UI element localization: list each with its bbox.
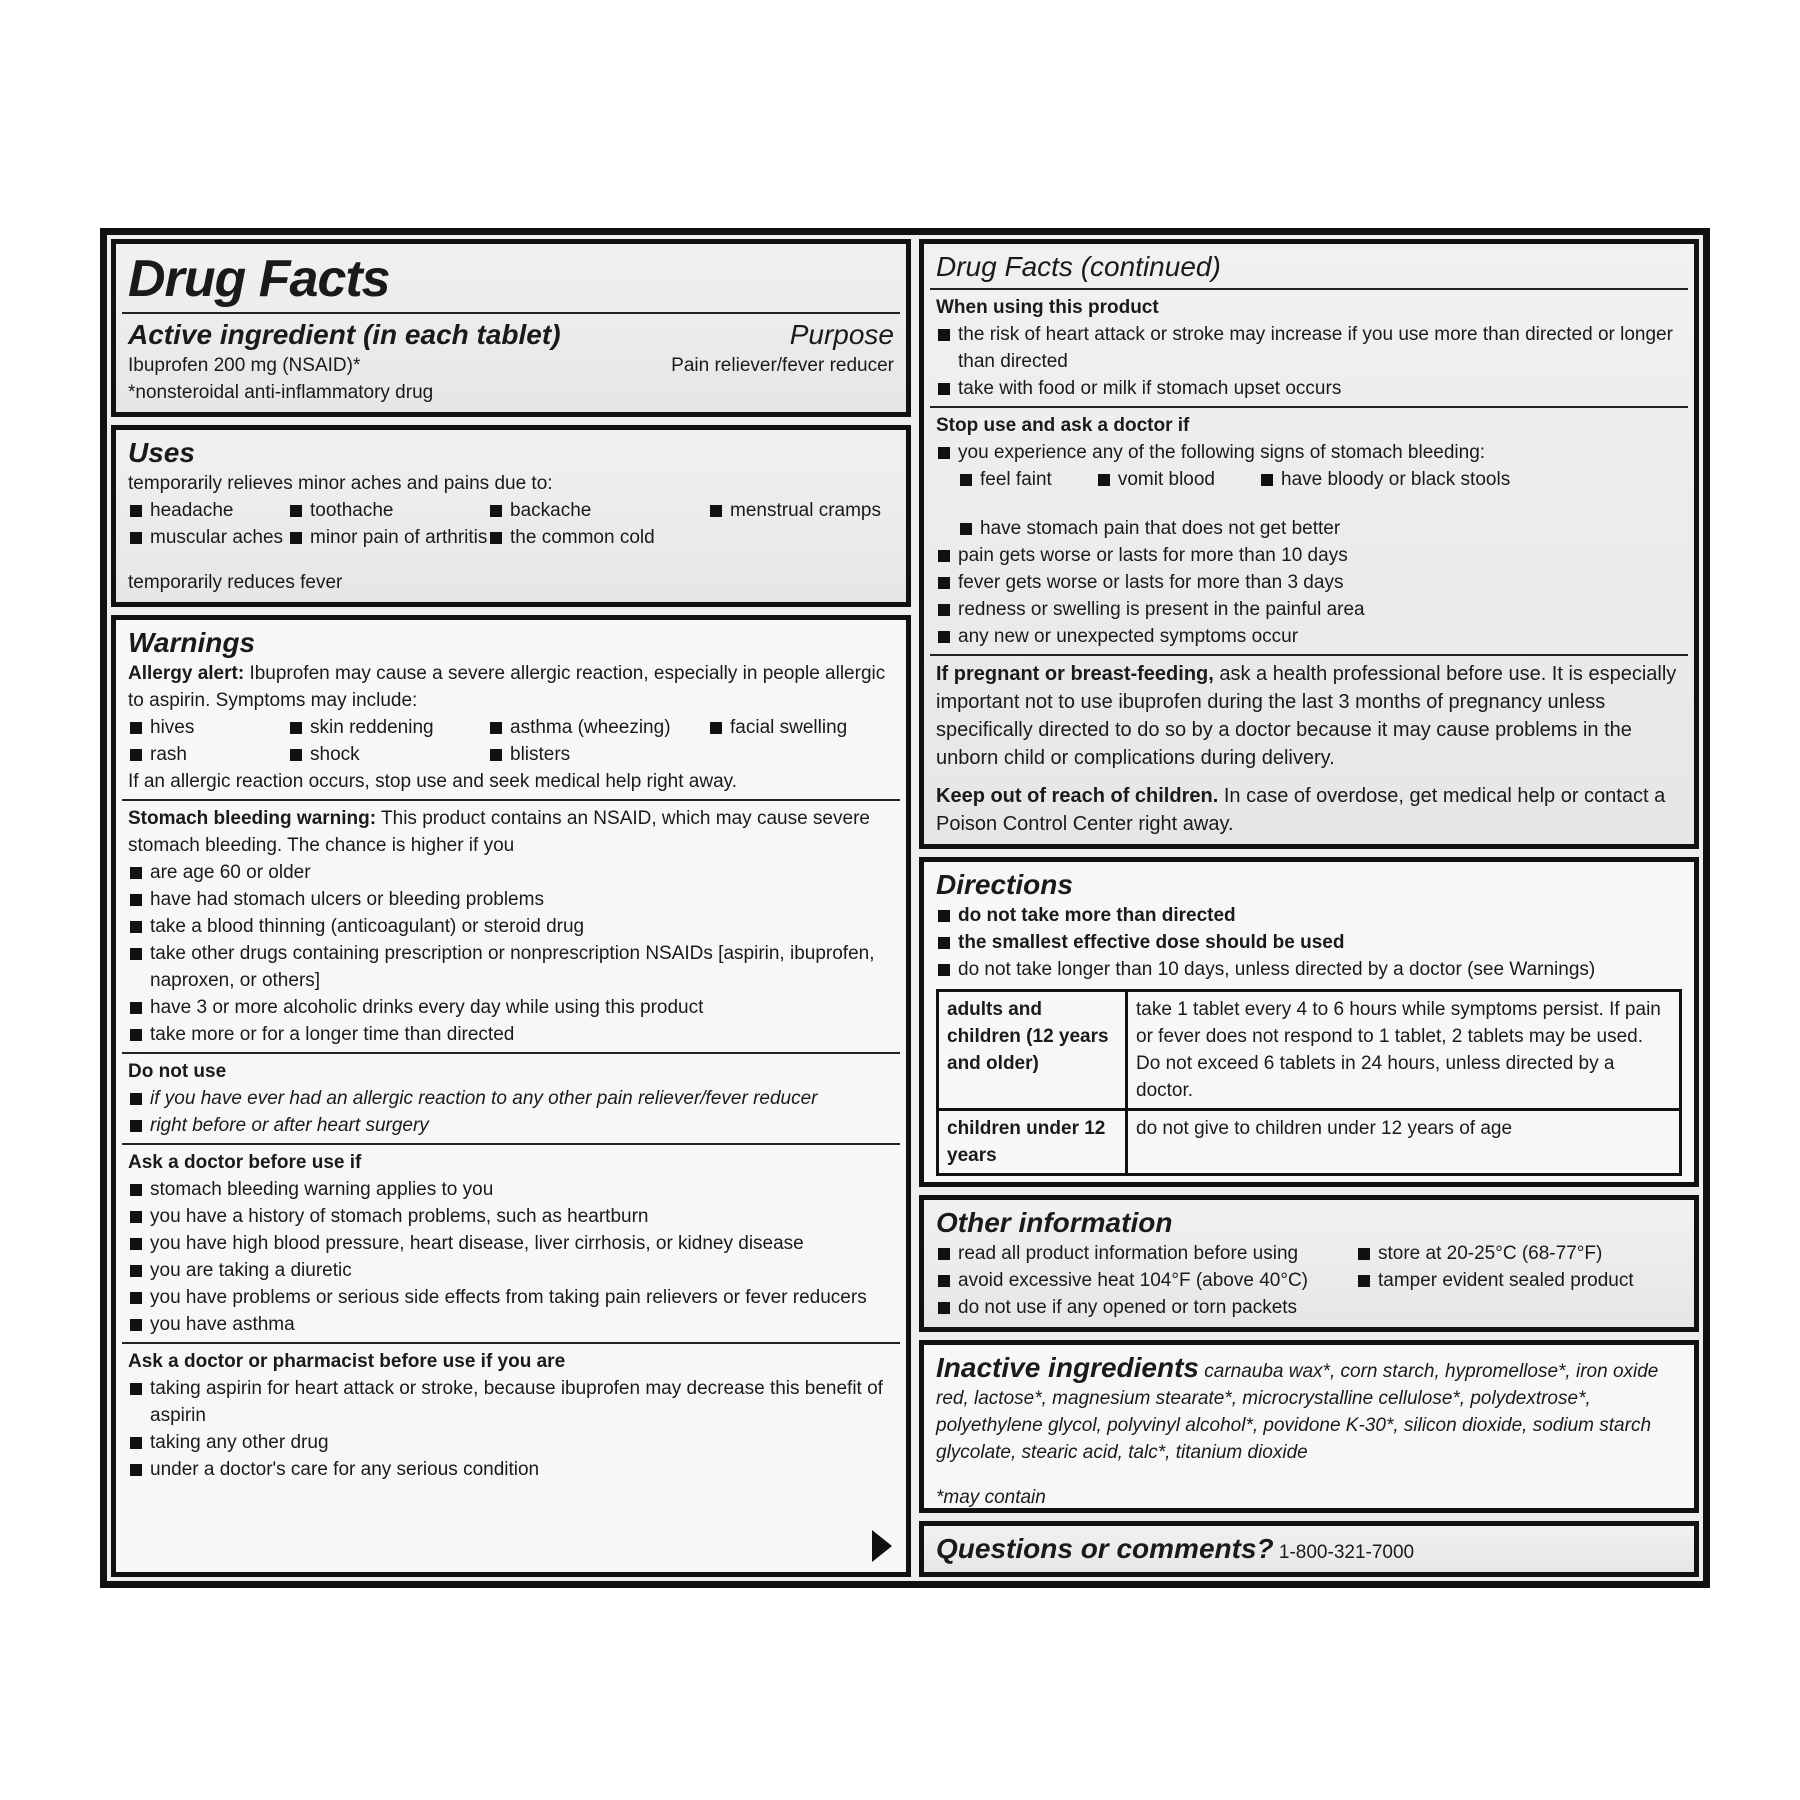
inactive-ingredients-panel [919,1340,1699,1513]
ask-doctor-item: you have asthma [128,1311,894,1338]
uses-item: menstrual cramps [708,497,894,524]
divider [122,312,900,314]
divider [122,1143,900,1145]
dosage-who: adults and children (12 years and older) [938,991,1127,1110]
directions-item: the smallest effective dose should be used [936,929,1682,956]
questions-phone[interactable]: 1-800-321-7000 [1278,1542,1415,1563]
drug-facts-label [100,228,1710,1588]
allergy-symptom: skin reddening [288,714,488,741]
other-information-item: do not use if any opened or torn packets [936,1294,1356,1321]
other-information-item: store at 20-25°C (68-77°F) [1356,1240,1682,1267]
divider [930,406,1688,408]
stomach-warning-label: Stomach bleeding warning: [128,808,377,829]
ask-pharmacist-item: under a doctor's care for any serious condition [128,1456,894,1483]
keep-out-label: Keep out of reach of children. [936,785,1219,807]
ask-pharmacist-item: taking any other drug [128,1429,894,1456]
questions-label: Questions or comments? [936,1533,1274,1564]
stomach-warning-item: have 3 or more alcoholic drinks every day while using this product [128,994,894,1021]
stop-use-intro: you experience any of the following signs of stomach bleeding: [936,439,1682,466]
active-ingredient-panel [111,239,911,417]
uses-item: backache [488,497,708,524]
uses-item: the common cold [488,524,708,551]
continued-title: Drug Facts (continued) [936,251,1221,282]
bleeding-sign: have stomach pain that does not get better [958,515,1340,542]
when-using-heading: When using this product [936,297,1159,318]
stop-use-item: fever gets worse or lasts for more than 3 days [936,569,1682,596]
allergy-symptom: asthma (wheezing) [488,714,708,741]
bleeding-sign: feel faint [958,466,1052,493]
other-information-heading: Other information [936,1207,1173,1238]
do-not-use-item: if you have ever had an allergic reaction to any other pain reliever/fever reducer [128,1085,894,1112]
stomach-warning-list [128,859,894,1048]
stomach-warning-item: have had stomach ulcers or bleeding problems [128,886,894,913]
ask-pharmacist-item: taking aspirin for heart attack or stroke, because ibuprofen may decrease this benefit of aspirin [128,1375,894,1429]
directions-list [936,902,1682,983]
stomach-warning-item: take a blood thinning (anticoagulant) or steroid drug [128,913,894,940]
stop-use-heading: Stop use and ask a doctor if [936,415,1190,436]
uses-item: headache [128,497,288,524]
other-information-item: read all product information before using [936,1240,1356,1267]
dosage-instructions: do not give to children under 12 years of age [1127,1110,1681,1175]
allergy-symptom: blisters [488,741,708,768]
inactive-ingredients-heading: Inactive ingredients [936,1352,1199,1383]
dosage-row [938,991,1681,1110]
drug-facts-title: Drug Facts [128,250,390,308]
pregnancy-text: ask a health professional before use. It is especially important not to use ibuprofen during the last 3 months of pregnancy unless specifically directed to do so by a doctor because it may cause problems in the unborn child or complications during delivery. [936,663,1677,769]
directions-item: do not take more than directed [936,902,1682,929]
uses-item: muscular aches [128,524,288,551]
ask-doctor-item: you have high blood pressure, heart disease, liver cirrhosis, or kidney disease [128,1230,894,1257]
allergy-symptom: hives [128,714,288,741]
ask-pharmacist-heading: Ask a doctor or pharmacist before use if you are [128,1351,566,1372]
stop-use-item: any new or unexpected symptoms occur [936,623,1682,650]
uses-panel [111,425,911,607]
left-column [111,239,911,1577]
ask-doctor-item: you are taking a diuretic [128,1257,894,1284]
questions-panel [919,1521,1699,1577]
ask-doctor-list [128,1176,894,1338]
active-ingredient-heading: Active ingredient (in each tablet) [128,319,561,350]
active-ingredient-purpose: Pain reliever/fever reducer [671,355,894,376]
ask-doctor-item: you have a history of stomach problems, such as heartburn [128,1203,894,1230]
keep-out-text: In case of overdose, get medical help or contact a Poison Control Center right away. [936,785,1666,835]
uses-heading: Uses [128,437,195,468]
other-information-panel [919,1195,1699,1332]
active-ingredient-header [128,318,894,352]
uses-fever: temporarily reduces fever [128,572,343,593]
stomach-warning [128,805,894,859]
allergy-symptom: rash [128,741,288,768]
active-ingredient-name: Ibuprofen 200 mg (NSAID)* [128,355,361,376]
do-not-use-heading: Do not use [128,1061,227,1082]
ask-doctor-heading: Ask a doctor before use if [128,1152,362,1173]
other-information-item: avoid excessive heat 104°F (above 40°C) [936,1267,1356,1294]
stomach-warning-text: This product contains an NSAID, which may cause severe stomach bleeding. The chance is higher if you [128,808,870,856]
allergy-alert [128,660,894,714]
other-information-list [936,1240,1682,1321]
do-not-use-list [128,1085,894,1139]
bleeding-sign: have bloody or black stools [1259,466,1510,493]
inactive-ingredients-footnote: *may contain [936,1487,1046,1508]
active-ingredient-footnote: *nonsteroidal anti-inflammatory drug [128,382,434,403]
divider [122,1342,900,1344]
other-information-item: tamper evident sealed product [1356,1267,1682,1294]
purpose-heading: Purpose [789,319,894,350]
allergy-stop-text: If an allergic reaction occurs, stop use and seek medical help right away. [128,771,738,792]
do-not-use-item: right before or after heart surgery [128,1112,894,1139]
dosage-who: children under 12 years [938,1110,1127,1175]
directions-panel [919,857,1699,1187]
dosage-row [938,1110,1681,1175]
uses-item: toothache [288,497,488,524]
when-using-item: take with food or milk if stomach upset occurs [936,375,1682,402]
keep-out-warning [936,782,1682,838]
stop-use-intro-list [936,439,1682,466]
divider [930,654,1688,656]
ask-doctor-item: stomach bleeding warning applies to you [128,1176,894,1203]
stomach-warning-item: are age 60 or older [128,859,894,886]
continue-arrow-icon [872,1530,892,1562]
allergy-alert-text: Ibuprofen may cause a severe allergic reaction, especially in people allergic to aspirin. Symptoms may include: [128,663,886,711]
allergy-alert-label: Allergy alert: [128,663,245,684]
right-column [919,239,1699,1577]
dosage-table [936,989,1682,1176]
bleeding-sign: vomit blood [1096,466,1215,493]
warnings-panel [111,615,911,1577]
active-ingredient-row [128,352,894,379]
stop-use-list [936,542,1682,650]
allergy-symptom: facial swelling [708,714,894,741]
uses-list [128,497,894,551]
divider [930,288,1688,290]
continued-panel [919,239,1699,849]
uses-intro: temporarily relieves minor aches and pains due to: [128,473,553,494]
inactive-ingredients [936,1351,1682,1466]
when-using-list [936,321,1682,402]
directions-item: do not take longer than 10 days, unless directed by a doctor (see Warnings) [936,956,1682,983]
ask-pharmacist-list [128,1375,894,1483]
stomach-warning-item: take other drugs containing prescription or nonprescription NSAIDs [aspirin, ibuprofen, naproxen, or others] [128,940,894,994]
stomach-bleeding-signs [936,466,1682,542]
stop-use-item: pain gets worse or lasts for more than 10 days [936,542,1682,569]
divider [122,799,900,801]
stop-use-item: redness or swelling is present in the painful area [936,596,1682,623]
inactive-ingredients-text: carnauba wax*, corn starch, hypromellose*, iron oxide red, lactose*, magnesium stearate*, microcrystalline cellulose*, polydextrose*, polyethylene glycol, polyvinyl alcohol*, povidone K-30*, silicon dioxide, sodium starch glycolate, stearic acid, talc*, titanium dioxide [936,1361,1659,1463]
allergy-symptom-list [128,714,894,768]
stomach-warning-item: take more or for a longer time than directed [128,1021,894,1048]
dosage-instructions: take 1 tablet every 4 to 6 hours while symptoms persist. If pain or fever does not respond to 1 tablet, 2 tablets may be used. Do not exceed 6 tablets in 24 hours, unless directed by a doctor. [1127,991,1681,1110]
warnings-heading: Warnings [128,627,256,658]
pregnancy-warning [936,660,1682,772]
directions-heading: Directions [936,869,1073,900]
when-using-item: the risk of heart attack or stroke may increase if you use more than directed or longer than directed [936,321,1682,375]
divider [122,1052,900,1054]
ask-doctor-item: you have problems or serious side effects from taking pain relievers or fever reducers [128,1284,894,1311]
pregnancy-label: If pregnant or breast-feeding, [936,663,1214,685]
uses-item: minor pain of arthritis [288,524,488,551]
allergy-symptom: shock [288,741,488,768]
